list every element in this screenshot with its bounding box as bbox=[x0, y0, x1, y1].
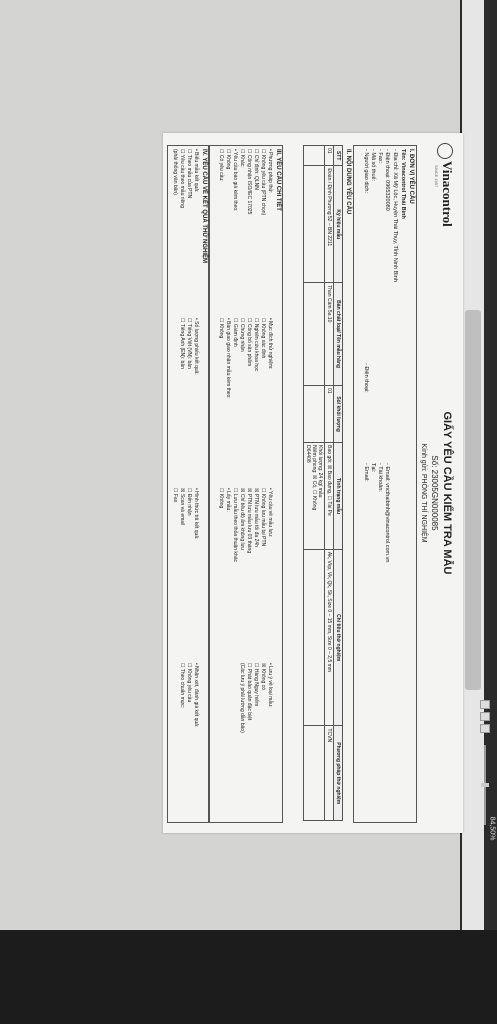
requester-phone: - Điện thoại: 0965320080 bbox=[384, 149, 390, 211]
test-purpose-column bbox=[217, 318, 273, 399]
result-copies-column bbox=[178, 318, 199, 375]
section-1-heading: I. ĐƠN VỊ YÊU CẦU bbox=[408, 149, 414, 204]
list-item[interactable]: ☐ Yêu cầu theo mẫu riêng bbox=[179, 149, 185, 208]
list-item: (phải thống văn bản) bbox=[172, 149, 178, 195]
requester-address: - Địa chỉ: Xã Mỹ Lộc, Huyện Thái Thụy, Tỉnh Ninh Bình bbox=[392, 149, 398, 282]
header-sample-name: Bản chất loại/ Tên mẫu hàng bbox=[334, 283, 343, 386]
list-item[interactable]: ☐ Không xác định bbox=[260, 318, 266, 359]
result-delivery-column bbox=[171, 488, 199, 540]
list-item[interactable]: ☐ Tiếng Anh (EN): bản bbox=[179, 318, 185, 369]
list-item[interactable]: ☐ Phát bảo quản đặc biệt bbox=[246, 663, 252, 721]
sample-weight: Khối lượng: 24 kg/ mẫu bbox=[317, 445, 323, 498]
list-item[interactable]: ☐ Đến nhận bbox=[186, 488, 192, 516]
list-item[interactable]: ☒ PTN lưu mẫu lưu 03 tháng bbox=[246, 488, 252, 554]
list-item[interactable]: ☐ Tiếng Việt (VN): bản bbox=[186, 318, 192, 369]
list-item: • Biểu mẫu kết quả: bbox=[193, 149, 199, 193]
document-title: GIẤY YÊU CẦU KIỂM TRA MẪU bbox=[441, 411, 453, 575]
sample-storage-column bbox=[217, 488, 273, 562]
company-name: Vinacontrol bbox=[440, 161, 455, 227]
list-item[interactable]: ☐ Theo chuẩn mực: bbox=[179, 663, 185, 708]
sample-notes-column bbox=[238, 663, 273, 733]
scrollbar-thumb[interactable] bbox=[465, 310, 481, 690]
sample-table bbox=[303, 145, 343, 821]
header-quantity: Số/ khối lượng bbox=[334, 385, 343, 442]
document-number: Số: 23005GN000085 bbox=[430, 455, 439, 531]
list-item: • Phương pháp thử: bbox=[267, 149, 273, 194]
requester-fax: - Fax: bbox=[377, 149, 383, 164]
header-stt: STT bbox=[334, 146, 343, 166]
header-sample-code: Ký hiệu mẫu bbox=[334, 166, 343, 283]
sample-seal: Niêm phong: ☒ Có, ☐ Không bbox=[311, 445, 317, 511]
list-item[interactable]: ☐ Công bố sản phẩm bbox=[246, 318, 252, 367]
list-item[interactable]: ☒ Scan và email bbox=[179, 488, 185, 526]
list-item[interactable]: ☐ Chứng nhận bbox=[239, 318, 245, 352]
read-mode-icon[interactable] bbox=[480, 712, 490, 721]
section-2-heading: II. NỘI DUNG YÊU CẦU bbox=[345, 149, 351, 215]
list-item[interactable]: ☐ Không yêu cầu bbox=[186, 663, 192, 703]
zoom-slider-knob[interactable] bbox=[481, 783, 489, 787]
cell-stt: 01 bbox=[325, 146, 334, 166]
list-item[interactable]: ☐ Fax bbox=[172, 488, 178, 503]
section-3-heading: III. YÊU CẦU CHI TIẾT bbox=[275, 149, 281, 211]
list-item[interactable]: ☐ Không lưu mẫu tại PTN bbox=[260, 488, 266, 547]
list-item[interactable]: ☐ Giám định bbox=[232, 318, 238, 347]
list-item: • Số lượng phiếu kết quả: bbox=[193, 318, 199, 375]
list-item: • Lưu ý về loại mẫu: bbox=[267, 663, 273, 708]
cell-method: TCVN bbox=[325, 726, 334, 821]
header-method: Phương pháp thử nghiệm bbox=[334, 726, 343, 821]
cell-sample-code: Đoàn / Định Phương 52 – BN 2211 bbox=[325, 166, 334, 283]
list-item: • Yêu cầu báo giá kèm theo: bbox=[232, 149, 238, 212]
seal-number: D64408 bbox=[305, 445, 311, 463]
requester-contact: - Người giao dịch: bbox=[363, 149, 369, 193]
print-layout-icon[interactable] bbox=[480, 700, 490, 709]
requester-name: Tên: Vinacontrol Thái Bình bbox=[400, 149, 406, 219]
list-item: • Nhận xét, đánh giá kết quả: bbox=[193, 663, 199, 728]
list-item[interactable]: ☐ Hàng Nguy hiểm bbox=[253, 663, 259, 707]
list-item[interactable]: ☐ Không bbox=[218, 488, 224, 509]
list-item[interactable]: ☒ PTN lưu mẫu tối đa 24h bbox=[253, 488, 259, 547]
cell-extra bbox=[304, 443, 325, 550]
list-item: (Các lưu ý phải lường dẫn bảo) bbox=[239, 663, 245, 733]
list-item[interactable]: ☐ Theo mẫu của PTN bbox=[186, 149, 192, 199]
table-row bbox=[325, 146, 334, 821]
header-condition: Tình trạng mẫu bbox=[334, 443, 343, 550]
cell-sample-name: Than Cám 5a.10 bbox=[325, 283, 334, 386]
list-item[interactable]: ☐ Nghiên cứu khoa học bbox=[253, 318, 259, 372]
result-evaluation-column bbox=[178, 663, 199, 727]
zoom-level[interactable]: 84,50% bbox=[488, 816, 496, 841]
list-item: • Yêu cầu về mẫu lưu: bbox=[267, 488, 273, 538]
recipient: Kính gửi: PHÒNG THÍ NGHIỆM bbox=[420, 443, 427, 543]
list-item[interactable]: ☐ Công nhận ISO/IEC 17025 bbox=[246, 149, 252, 215]
view-mode-buttons bbox=[480, 700, 490, 740]
company-logo-icon bbox=[437, 143, 453, 159]
cell-test-items: Ak, Vkp, Vk, Qk, Sk, Size 0 – 15 mm, Size 0 – 2,5 mm bbox=[325, 549, 334, 726]
cell-condition: Bao gói: ☒ Bao đựng, ☐ Tài Pe bbox=[325, 443, 334, 550]
contact-email: - Email: bbox=[363, 463, 369, 482]
table-row bbox=[304, 146, 325, 821]
requester-email: - Email: vncthaibinh@vinacontrol.com.vn bbox=[384, 463, 390, 563]
contact-phone: - Điện thoại: bbox=[363, 363, 369, 393]
list-item[interactable]: ☐ Khác: bbox=[239, 149, 245, 168]
document-page bbox=[163, 133, 463, 833]
list-item: • Mục đích thử nghiệm: bbox=[267, 318, 273, 370]
test-method-column bbox=[217, 149, 273, 215]
desk-background bbox=[0, 930, 497, 1024]
list-item: • Hình thức trả kết quả: bbox=[193, 488, 199, 540]
cell-quantity: 01 bbox=[325, 385, 334, 442]
requester-account: - Tài khoản: bbox=[377, 463, 383, 492]
list-item[interactable]: ☒ Không có bbox=[260, 663, 266, 690]
list-item[interactable]: ☐ Chỉ định: QLNN bbox=[253, 149, 259, 190]
requester-tax-code: - Mã số thuế: bbox=[370, 149, 376, 182]
requester-bank: Tại: bbox=[370, 463, 376, 473]
table-header-row bbox=[334, 146, 343, 821]
list-item[interactable]: ☐ Không bbox=[225, 149, 231, 170]
list-item: • Bàn giao giao nhận mẫu kèm theo: bbox=[225, 318, 231, 399]
list-item[interactable]: ☐ Lưu mẫu theo thỏa thuận khác bbox=[232, 488, 238, 562]
list-item[interactable]: ☐ Không bbox=[218, 318, 224, 339]
company-tagline: SINCE 1957 bbox=[434, 165, 439, 188]
list-item[interactable]: ☐ Không yêu cầu (PTN chọn) bbox=[260, 149, 266, 216]
header-test-items: Chỉ tiêu thử nghiệm bbox=[334, 549, 343, 726]
web-layout-icon[interactable] bbox=[480, 724, 490, 733]
list-item: • Lấy mẫu: bbox=[225, 488, 231, 512]
section-4-heading: IV. YÊU CẦU VỀ KẾT QUẢ THỬ NGHIỆM bbox=[201, 149, 207, 263]
list-item[interactable]: ☐ Có yêu cầu: bbox=[218, 149, 224, 182]
result-form-column bbox=[171, 149, 199, 208]
list-item[interactable]: ☒ Chỉ tiêu độ ẩm không lưu bbox=[239, 488, 245, 550]
